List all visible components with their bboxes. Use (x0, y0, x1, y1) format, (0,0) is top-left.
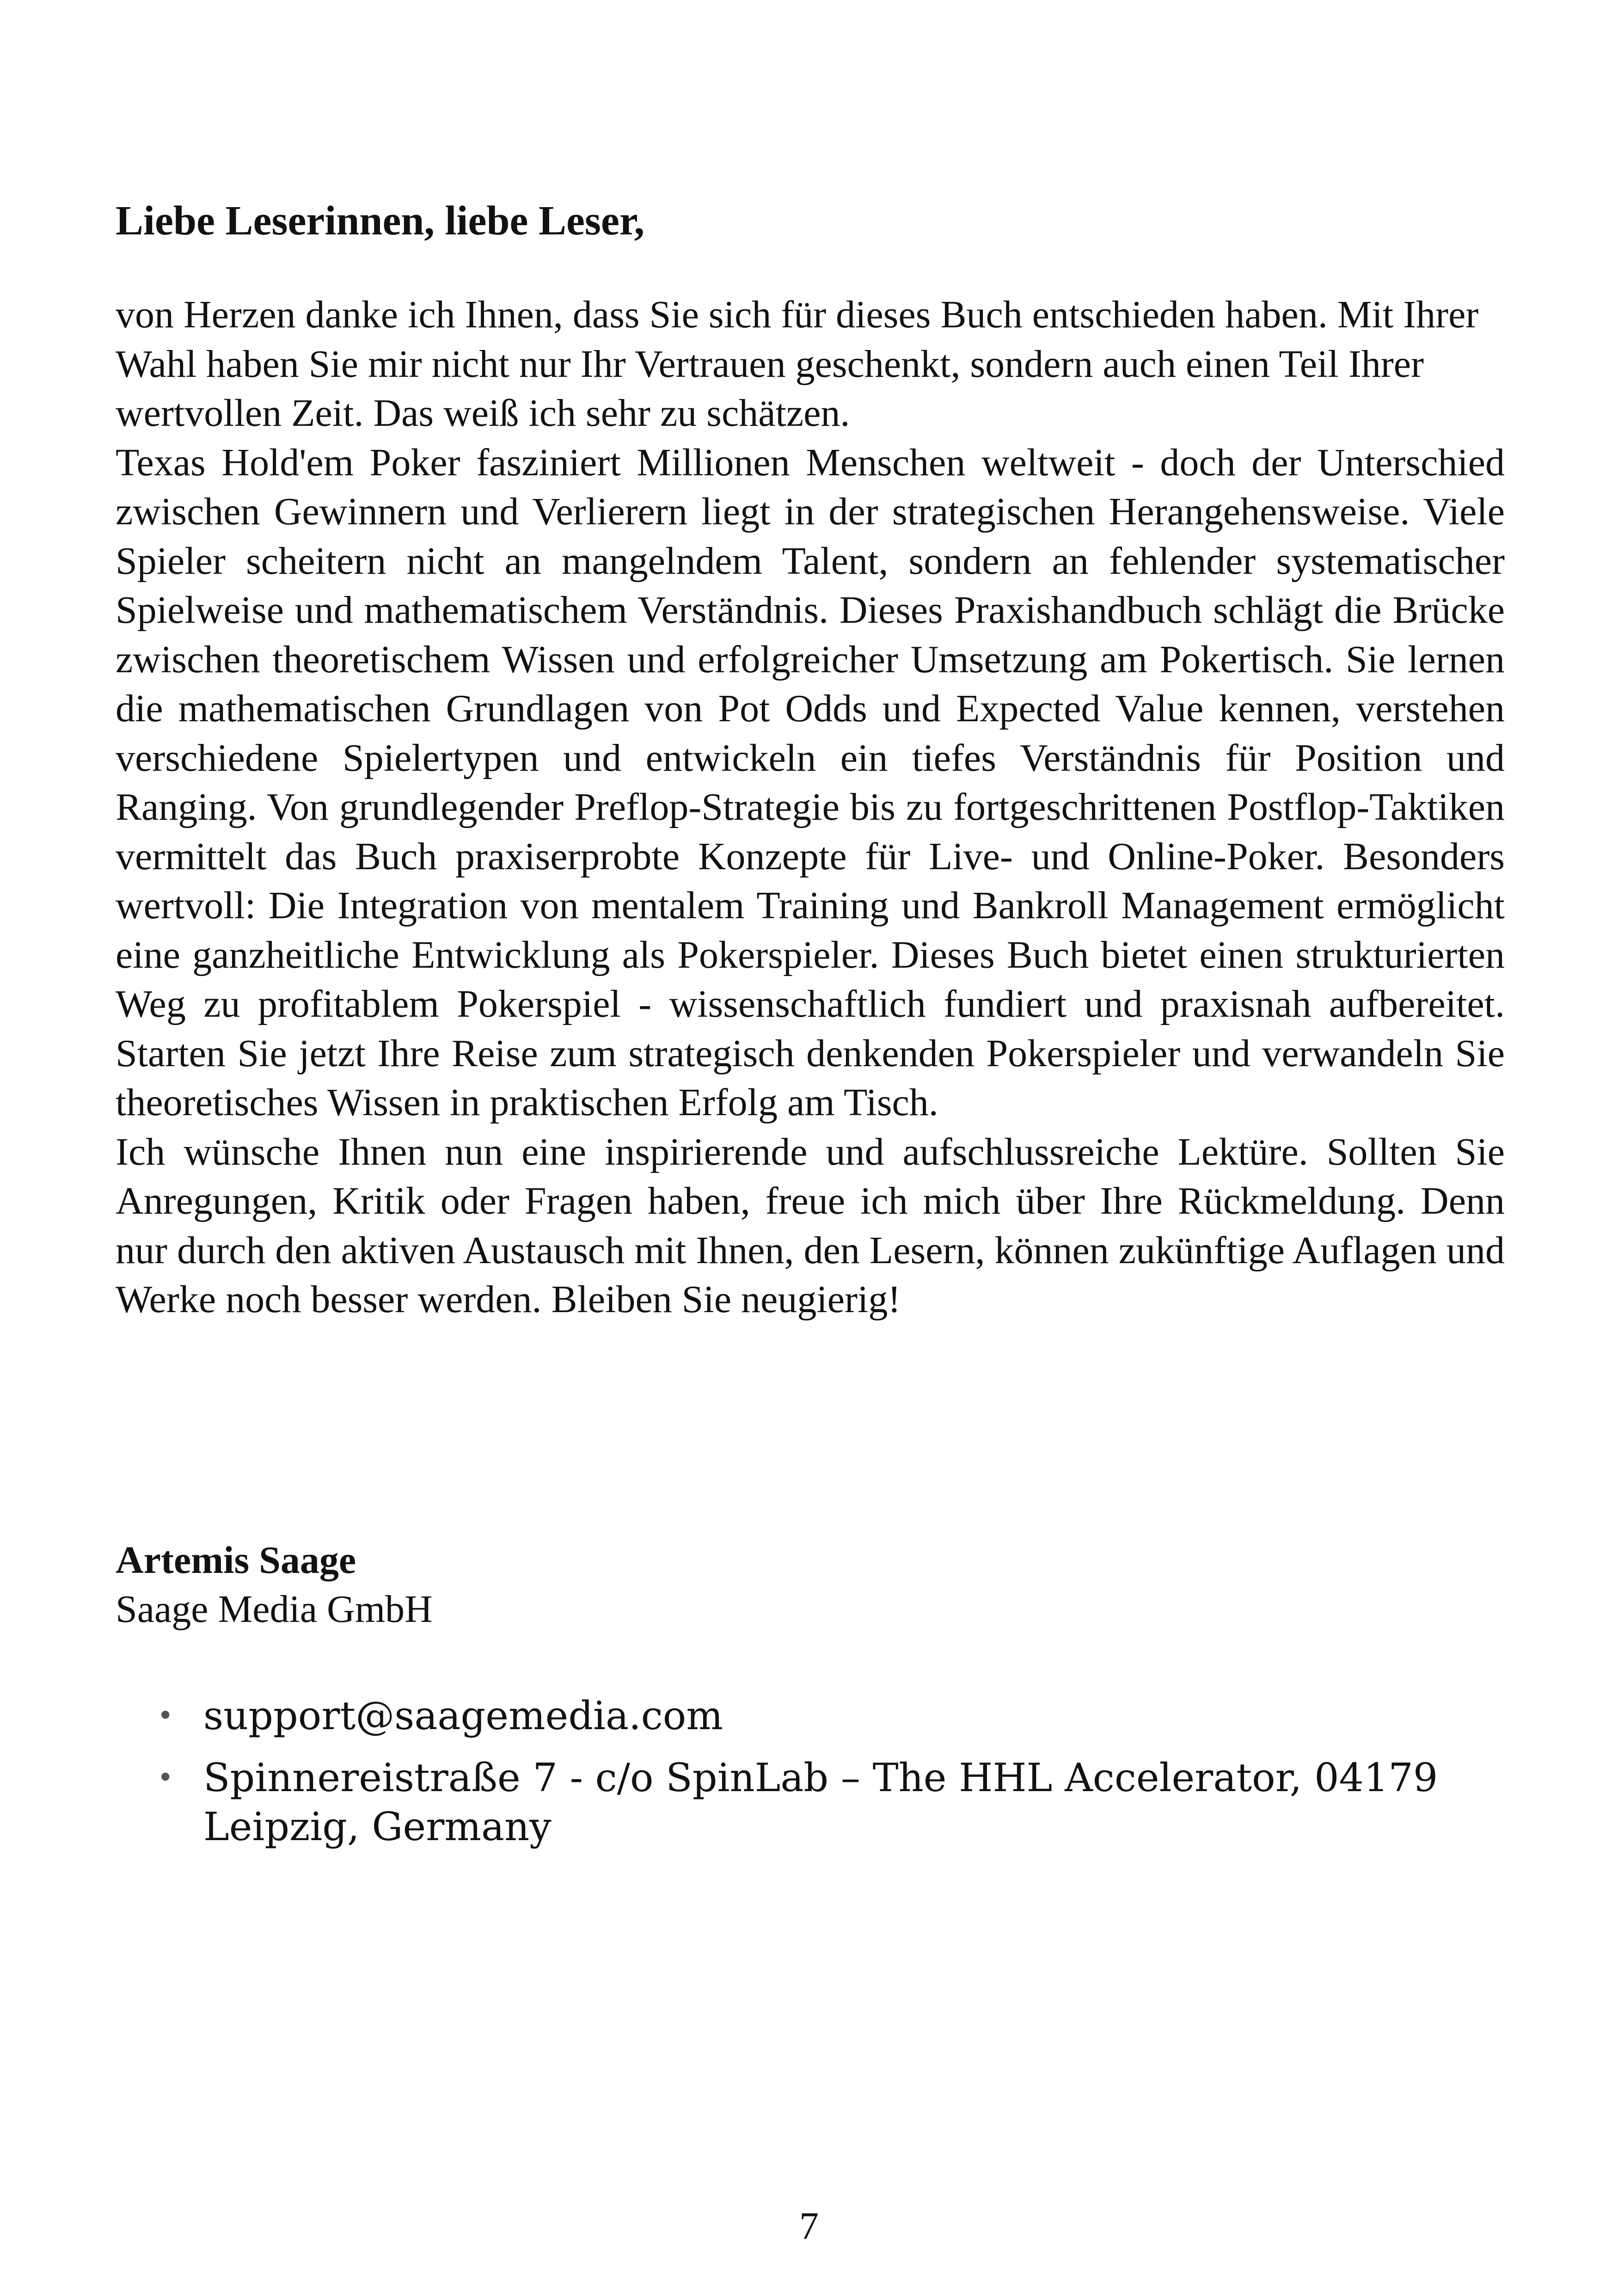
letter-body (116, 290, 1505, 1325)
contact-address: Spinnereistraße 7 - c/o SpinLab – The HHL Accelerator, 04179 Leipzig, Germany (203, 1755, 1438, 1849)
bullet-icon: • (157, 1762, 174, 1794)
bullet-icon: • (157, 1700, 174, 1732)
paragraph-book-description: Texas Hold'em Poker fasziniert Millionen Menschen weltweit - doch der Unterschied zwischen Gewinnern und Verlierern liegt in der strategischen Herangehensweise. Viele Spieler scheitern nicht an mangelndem Talent, sondern an fehlender systematischer Spielweise und mathematischem Verständnis. Dieses Praxishandbuch schlägt die Brücke zwischen theoretischem Wissen und erfolgreicher Umsetzung am Pokertisch. Sie lernen die mathematischen Grundlagen von Pot Odds und Expected Value kennen, verstehen verschiedene Spielertypen und entwickeln ein tiefes Verständnis für Position und Ranging. Von grundlegender Preflop-Strategie bis zu fortgeschrittenen Postflop-Taktiken vermittelt das Buch praxiserprobte Konzepte für Live- und Online-Poker. Besonders wertvoll: Die Integration von mentalem Training und Bankroll Management ermöglicht eine ganzheitliche Entwicklung als Pokerspieler. Dieses Buch bietet einen strukturierten Weg zu profitablem Pokerspiel - wissenschaftlich fundiert und praxisnah aufbereitet. Starten Sie jetzt Ihre Reise zum strategisch denkenden Pokerspieler und verwandeln Sie theoretisches Wissen in praktischen Erfolg am Tisch. (116, 441, 1505, 1124)
author-name: Artemis Saage (116, 1539, 356, 1582)
contact-item-address (157, 1753, 1544, 1851)
contact-item-email (157, 1691, 1544, 1740)
author-signature (116, 1536, 433, 1634)
page-number: 7 (799, 2204, 819, 2247)
paragraph-closing: Ich wünsche Ihnen nun eine inspirierende und aufschlussreiche Lektüre. Sollten Sie Anregungen, Kritik oder Fragen haben, freue ich mich über Ihre Rückmeldung. Denn nur durch den aktiven Austausch mit Ihnen, den Lesern, können zukünftige Auflagen und Werke noch besser werden. Bleiben Sie neugierig! (116, 1130, 1505, 1321)
contact-email[interactable]: support@saagemedia.com (203, 1693, 723, 1738)
contact-list (157, 1691, 1544, 1864)
greeting-heading: Liebe Leserinnen, liebe Leser, (116, 198, 645, 244)
paragraph-thanks: von Herzen danke ich Ihnen, dass Sie sich für dieses Buch entschieden haben. Mit Ihrer Wahl haben Sie mir nicht nur Ihr Vertrauen geschenkt, sondern auch einen Teil Ihrer wertvollen Zeit. Das weiß ich sehr zu schätzen. (116, 293, 1479, 435)
author-company: Saage Media GmbH (116, 1588, 433, 1631)
